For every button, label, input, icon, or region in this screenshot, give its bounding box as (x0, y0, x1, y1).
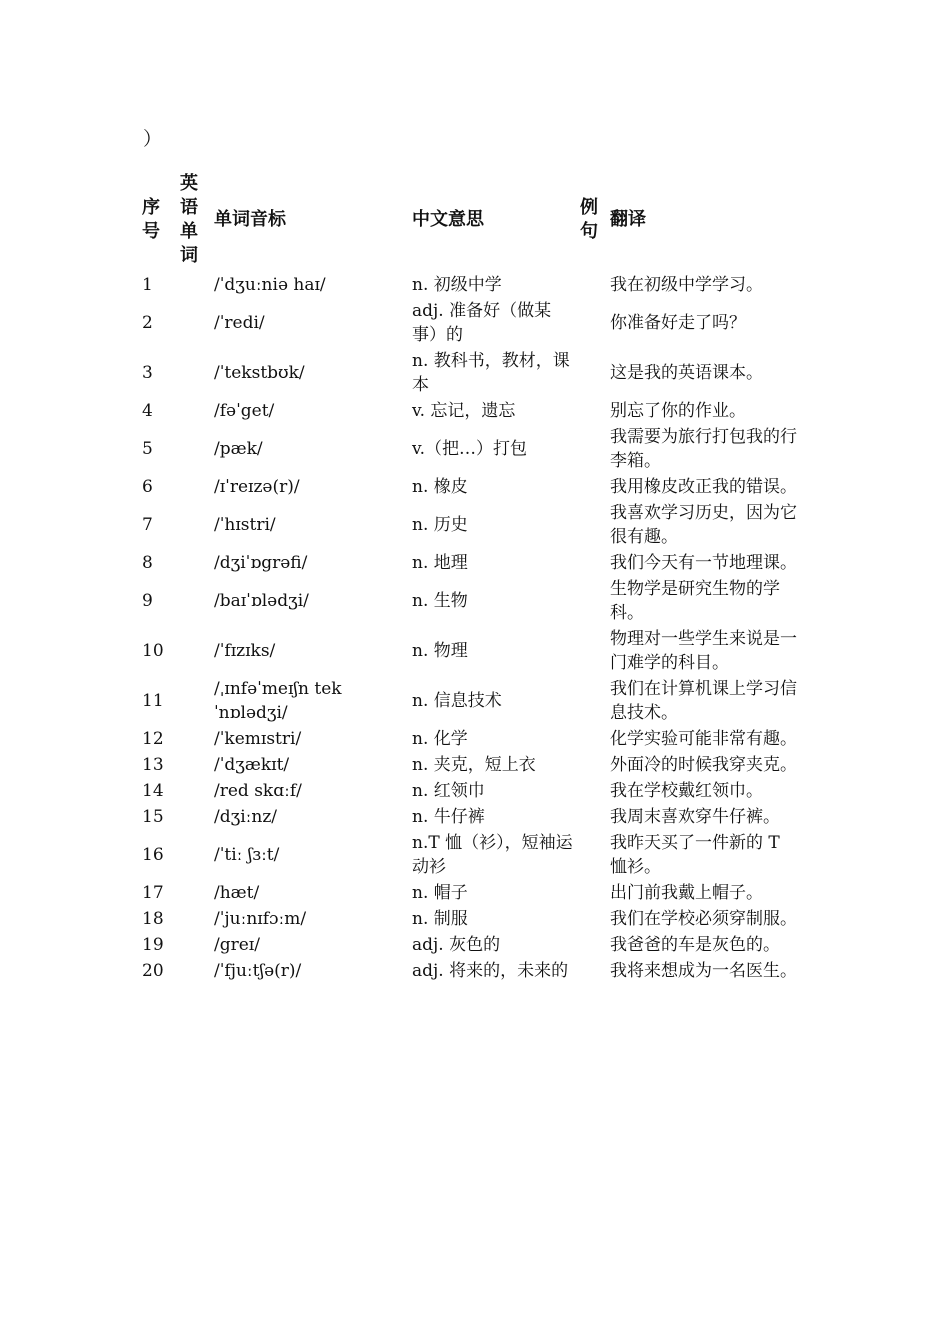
row-word (178, 298, 212, 348)
row-meaning: adj. 将来的，未来的 (412, 961, 569, 981)
header-translation: 翻译 (610, 209, 646, 230)
row-word (178, 676, 212, 726)
row-word (178, 932, 212, 958)
row-translation: 我们在学校必须穿制服。 (610, 909, 797, 929)
row-meaning: n. 信息技术 (412, 691, 502, 711)
row-meaning: n. 生物 (412, 591, 468, 611)
header-meaning: 中文意思 (412, 209, 484, 230)
row-index: 8 (142, 553, 153, 573)
row-index: 6 (142, 477, 153, 497)
row-translation: 别忘了你的作业。 (610, 401, 746, 421)
row-translation: 你准备好走了吗？ (610, 313, 746, 333)
row-ipa: /ˈfjuːtʃə(r)/ (214, 961, 302, 981)
row-index: 15 (142, 807, 164, 827)
row-translation: 外面冷的时候我穿夹克。 (610, 755, 797, 775)
row-ipa: /ˈhɪstri/ (214, 515, 276, 535)
row-index: 18 (142, 909, 164, 929)
table-row (140, 932, 800, 958)
row-word (178, 576, 212, 626)
row-example (578, 272, 608, 298)
row-example (578, 626, 608, 676)
row-example (578, 576, 608, 626)
row-meaning: n. 历史 (412, 515, 468, 535)
row-word (178, 880, 212, 906)
table-row (140, 348, 800, 398)
row-example (578, 726, 608, 752)
row-word (178, 830, 212, 880)
row-translation: 我需要为旅行打包我的行李箱。 (610, 427, 797, 471)
table-row (140, 880, 800, 906)
row-ipa: /ˈdʒækɪt/ (214, 755, 290, 775)
row-ipa: /dʒiːnz/ (214, 807, 278, 827)
table-row (140, 576, 800, 626)
row-example (578, 676, 608, 726)
row-index: 11 (142, 691, 164, 711)
row-example (578, 752, 608, 778)
row-word (178, 804, 212, 830)
row-meaning: n. 化学 (412, 729, 468, 749)
row-meaning: n. 初级中学 (412, 275, 502, 295)
row-meaning: adj. 灰色的 (412, 935, 501, 955)
table-row (140, 626, 800, 676)
header-ipa: 单词音标 (214, 209, 286, 230)
row-index: 13 (142, 755, 164, 775)
row-word (178, 272, 212, 298)
table-row (140, 778, 800, 804)
row-ipa: /ˈkemɪstri/ (214, 729, 302, 749)
table-header-row (140, 168, 800, 272)
row-ipa: /red skɑːf/ (214, 781, 302, 801)
row-index: 2 (142, 313, 153, 333)
row-example (578, 880, 608, 906)
row-translation: 生物学是研究生物的学科。 (610, 579, 780, 623)
row-ipa: /pæk/ (214, 439, 263, 459)
row-example (578, 398, 608, 424)
row-index: 20 (142, 961, 164, 981)
row-meaning: n. 地理 (412, 553, 468, 573)
row-word (178, 958, 212, 984)
row-translation: 我爸爸的车是灰色的。 (610, 935, 780, 955)
row-translation: 我周末喜欢穿牛仔裤。 (610, 807, 780, 827)
row-translation: 我用橡皮改正我的错误。 (610, 477, 797, 497)
row-meaning: n. 夹克，短上衣 (412, 755, 536, 775)
row-index: 3 (142, 363, 153, 383)
row-word (178, 348, 212, 398)
row-word (178, 500, 212, 550)
table-row (140, 500, 800, 550)
row-meaning: n. 牛仔裤 (412, 807, 485, 827)
row-meaning: v. 忘记，遗忘 (412, 401, 516, 421)
row-meaning: n. 帽子 (412, 883, 468, 903)
row-word (178, 474, 212, 500)
header-example: 例句 (580, 197, 598, 242)
row-translation: 出门前我戴上帽子。 (610, 883, 763, 903)
row-index: 1 (142, 275, 153, 295)
table-row (140, 474, 800, 500)
row-meaning: n. 红领巾 (412, 781, 485, 801)
row-index: 9 (142, 591, 153, 611)
table-row (140, 424, 800, 474)
row-ipa: /hæt/ (214, 883, 260, 903)
row-ipa: /ˈjuːnɪfɔːm/ (214, 909, 307, 929)
table-row (140, 830, 800, 880)
row-ipa: /ɪˈreɪzə(r)/ (214, 477, 300, 497)
table-row (140, 398, 800, 424)
row-index: 16 (142, 845, 164, 865)
row-index: 5 (142, 439, 153, 459)
row-example (578, 500, 608, 550)
row-index: 19 (142, 935, 164, 955)
row-ipa: /greɪ/ (214, 935, 260, 955)
table-body (140, 272, 800, 984)
row-ipa: /ˈtiː ʃɜːt/ (214, 845, 280, 865)
table-row (140, 752, 800, 778)
row-index: 12 (142, 729, 164, 749)
row-word (178, 778, 212, 804)
row-translation: 我在学校戴红领巾。 (610, 781, 763, 801)
row-translation: 我喜欢学习历史，因为它很有趣。 (610, 503, 797, 547)
row-ipa: /ˈdʒuːniə haɪ/ (214, 275, 326, 295)
row-meaning: v.（把…）打包 (412, 439, 527, 459)
header-word: 英语单词 (180, 173, 198, 266)
row-ipa: /baɪˈɒlədʒi/ (214, 591, 309, 611)
row-translation: 我们今天有一节地理课。 (610, 553, 797, 573)
row-ipa: /ˈredi/ (214, 313, 265, 333)
header-index: 序号 (142, 197, 160, 242)
row-example (578, 474, 608, 500)
table-row (140, 906, 800, 932)
row-example (578, 830, 608, 880)
row-index: 7 (142, 515, 153, 535)
table-row (140, 298, 800, 348)
row-meaning: n. 教科书，教材，课本 (412, 351, 570, 395)
row-index: 17 (142, 883, 164, 903)
row-ipa: /fəˈget/ (214, 401, 275, 421)
row-translation: 物理对一些学生来说是一门难学的科目。 (610, 629, 797, 673)
row-meaning: n. 物理 (412, 641, 468, 661)
table-row (140, 676, 800, 726)
row-index: 4 (142, 401, 153, 421)
table-row (140, 958, 800, 984)
row-word (178, 906, 212, 932)
page-fragment: ） (143, 128, 163, 150)
row-example (578, 958, 608, 984)
table-row (140, 550, 800, 576)
row-translation: 化学实验可能非常有趣。 (610, 729, 797, 749)
row-meaning: n. 橡皮 (412, 477, 468, 497)
row-example (578, 906, 608, 932)
row-index: 14 (142, 781, 164, 801)
row-translation: 我昨天买了一件新的 T 恤衫。 (610, 833, 780, 877)
row-example (578, 804, 608, 830)
row-example (578, 424, 608, 474)
table-row (140, 726, 800, 752)
row-example (578, 348, 608, 398)
row-example (578, 778, 608, 804)
row-word (178, 550, 212, 576)
table-row (140, 804, 800, 830)
row-meaning: adj. 准备好（做某事）的 (412, 301, 552, 345)
row-translation: 我将来想成为一名医生。 (610, 961, 797, 981)
vocabulary-table (140, 168, 800, 984)
row-translation: 这是我的英语课本。 (610, 363, 763, 383)
row-word (178, 398, 212, 424)
row-translation: 我们在计算机课上学习信息技术。 (610, 679, 797, 723)
row-example (578, 298, 608, 348)
row-word (178, 752, 212, 778)
row-meaning: n.T 恤（衫），短袖运动衫 (412, 833, 573, 877)
row-ipa: /ˈtekstbʊk/ (214, 363, 305, 383)
row-ipa: /dʒiˈɒgrəfi/ (214, 553, 308, 573)
row-index: 10 (142, 641, 164, 661)
row-word (178, 626, 212, 676)
row-example (578, 550, 608, 576)
row-ipa: /ˌɪnfəˈmeɪʃn tekˈnɒlədʒi/ (214, 679, 342, 723)
table-row (140, 272, 800, 298)
row-word (178, 424, 212, 474)
row-word (178, 726, 212, 752)
row-example (578, 932, 608, 958)
row-ipa: /ˈfɪzɪks/ (214, 641, 276, 661)
row-translation: 我在初级中学学习。 (610, 275, 763, 295)
row-meaning: n. 制服 (412, 909, 468, 929)
